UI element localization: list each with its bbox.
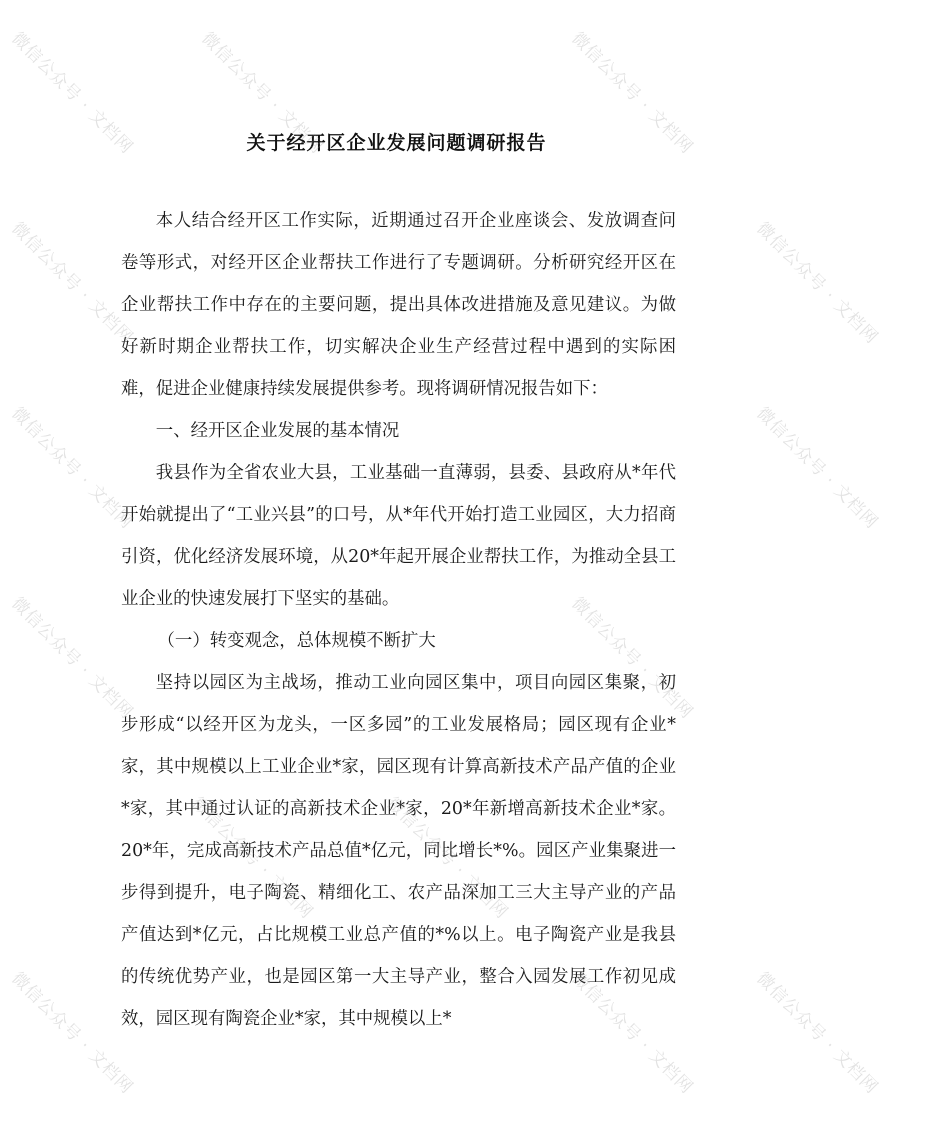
- watermark: 微信公众号 · 文档网: [7, 593, 137, 724]
- watermark: 微信公众号 · 文档网: [7, 403, 137, 534]
- subsection-heading-1: （一）转变观念，总体规模不断扩大: [157, 631, 436, 651]
- watermark: 微信公众号 · 文档网: [7, 218, 137, 349]
- section-heading-1: 一、经开区企业发展的基本情况: [155, 421, 400, 441]
- watermark: 微信公众号 · 文档网: [7, 28, 137, 159]
- watermark: 微信公众号 · 文档网: [7, 968, 137, 1099]
- watermark: 微信公众号 · 文档网: [752, 218, 882, 349]
- watermark: 微信公众号 · 文档网: [187, 793, 317, 924]
- intro-paragraph: 本人结合经开区工作实际，近期通过召开企业座谈会、发放调查问卷等形式，对经开区企业帮扶工作进行了专题调研。分析研究经开区在企业帮扶工作中存在的主要问题，提出具体改进措施及意见建议。为做好新时期企业帮扶工作，切实解决企业生产经营过程中遇到的实际困难，促进企业健康持续发展提供参考。现将调研情况报告如下：: [121, 211, 676, 399]
- watermark: 微信公众号 · 文档网: [752, 403, 882, 534]
- watermark: 微信公众号 · 文档网: [567, 593, 697, 724]
- document-body: [121, 200, 676, 1040]
- watermark: 微信公众号 · 文档网: [197, 28, 327, 159]
- watermark: 微信公众号 · 文档网: [382, 793, 512, 924]
- watermark: 微信公众号 · 文档网: [567, 28, 697, 159]
- watermark: 微信公众号 · 文档网: [752, 968, 882, 1099]
- document-title: 关于经开区企业发展问题调研报告: [246, 132, 547, 154]
- watermark: 微信公众号 · 文档网: [567, 968, 697, 1099]
- background-paragraph: 我县作为全省农业大县，工业基础一直薄弱，县委、县政府从*年代开始就提出了“工业兴县”的口号，从*年代开始打造工业园区，大力招商引资，优化经济发展环境，从20*年起开展企业帮扶工作，为推动全县工业企业的快速发展打下坚实的基础。: [121, 463, 676, 609]
- scale-paragraph: 坚持以园区为主战场，推动工业向园区集中，项目向园区集聚，初步形成“以经开区为龙头，一区多园”的工业发展格局；园区现有企业*家，其中规模以上工业企业*家，园区现有计算高新技术产品产值的企业*家，其中通过认证的高新技术企业*家，20*年新增高新技术企业*家。20*年，完成高新技术产品总值*亿元，同比增长*%。园区产业集聚进一步得到提升，电子陶瓷、精细化工、农产品深加工三大主导产业的产品产值达到*亿元，占比规模工业总产值的*%以上。电子陶瓷产业是我县的传统优势产业，也是园区第一大主导产业，整合入园发展工作初见成效，园区现有陶瓷企业*家，其中规模以上*: [121, 673, 676, 1029]
